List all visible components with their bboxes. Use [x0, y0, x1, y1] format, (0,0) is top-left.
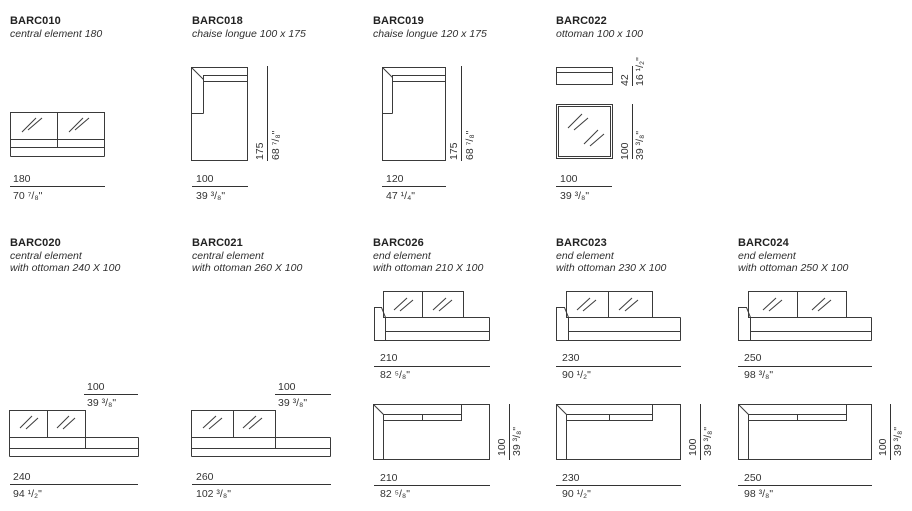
product-code: BARC022	[556, 15, 607, 27]
depth-cm: 100	[687, 438, 699, 456]
dimension-line	[10, 484, 138, 485]
product-description: end element	[738, 250, 796, 262]
height-in: 16 ¹/₂"	[634, 57, 646, 86]
width-cm: 120	[386, 173, 404, 185]
width-in: 94 ¹/₂"	[13, 488, 42, 500]
width-cm: 260	[196, 471, 214, 483]
width-in: 82 ⁵/₈"	[380, 369, 410, 381]
depth-in: 39 ³/₈"	[892, 426, 904, 456]
dimension-line	[738, 485, 872, 486]
width-in: 90 ¹/₂"	[562, 369, 591, 381]
product-description-2: with ottoman 260 X 100	[192, 262, 303, 274]
depth-in: 39 ³/₈"	[702, 426, 714, 456]
width-in: 102 ³/₈"	[196, 488, 231, 500]
product-description: central element	[10, 250, 82, 262]
ottoman-cm: 100	[278, 381, 296, 393]
dimension-line	[556, 485, 681, 486]
product-description: chaise longue 120 x 175	[373, 28, 487, 40]
width-in: 39 ³/₈"	[196, 190, 226, 202]
width-cm: 100	[196, 173, 214, 185]
width-cm: 210	[380, 352, 398, 364]
depth-line	[890, 404, 891, 460]
plan-width-in: 90 ¹/₂"	[562, 488, 591, 500]
depth-cm: 100	[496, 438, 508, 456]
dimension-line	[374, 485, 490, 486]
depth-in: 68 ⁷/₈"	[270, 130, 282, 160]
width-cm: 240	[13, 471, 31, 483]
product-code: BARC020	[10, 237, 61, 249]
product-code: BARC010	[10, 15, 61, 27]
ottoman-in: 39 ³/₈"	[87, 397, 117, 409]
product-description: central element	[192, 250, 264, 262]
width-in: 47 ¹/₄"	[386, 190, 416, 202]
width-cm: 100	[560, 173, 578, 185]
depth-cm: 175	[254, 142, 266, 160]
depth-in: 68 ⁷/₈"	[464, 130, 476, 160]
plan-width-in: 98 ³/₈"	[744, 488, 774, 500]
depth-cm: 100	[619, 142, 631, 160]
width-cm: 230	[562, 352, 580, 364]
height-cm: 42	[619, 74, 631, 86]
depth-cm: 100	[877, 438, 889, 456]
product-description-2: with ottoman 210 X 100	[373, 262, 484, 274]
depth-in: 39 ³/₈"	[511, 426, 523, 456]
product-code: BARC026	[373, 237, 424, 249]
plan-width-cm: 210	[380, 472, 398, 484]
width-cm: 250	[744, 352, 762, 364]
product-description: central element 180	[10, 28, 103, 40]
product-description-2: with ottoman 250 X 100	[738, 262, 849, 274]
product-code: BARC021	[192, 237, 243, 249]
product-code: BARC019	[373, 15, 424, 27]
dimension-line	[738, 366, 872, 367]
product-code: BARC024	[738, 237, 789, 249]
plan-width-cm: 250	[744, 472, 762, 484]
width-in: 39 ³/₈"	[560, 190, 590, 202]
product-description-2: with ottoman 240 X 100	[10, 262, 121, 274]
width-in: 70 ⁷/₈"	[13, 190, 43, 202]
product-description: end element	[373, 250, 431, 262]
dimension-line	[192, 484, 331, 485]
product-code: BARC023	[556, 237, 607, 249]
product-description: ottoman 100 x 100	[556, 28, 643, 40]
width-in: 98 ³/₈"	[744, 369, 774, 381]
product-description: end element	[556, 250, 614, 262]
product-description-2: with ottoman 230 X 100	[556, 262, 667, 274]
depth-cm: 175	[448, 142, 460, 160]
ottoman-cm: 100	[87, 381, 105, 393]
product-description: chaise longue 100 x 175	[192, 28, 306, 40]
width-cm: 180	[13, 173, 31, 185]
product-code: BARC018	[192, 15, 243, 27]
depth-in: 39 ³/₈"	[634, 130, 646, 160]
plan-width-in: 82 ⁵/₈"	[380, 488, 410, 500]
plan-width-cm: 230	[562, 472, 580, 484]
ottoman-in: 39 ³/₈"	[278, 397, 308, 409]
